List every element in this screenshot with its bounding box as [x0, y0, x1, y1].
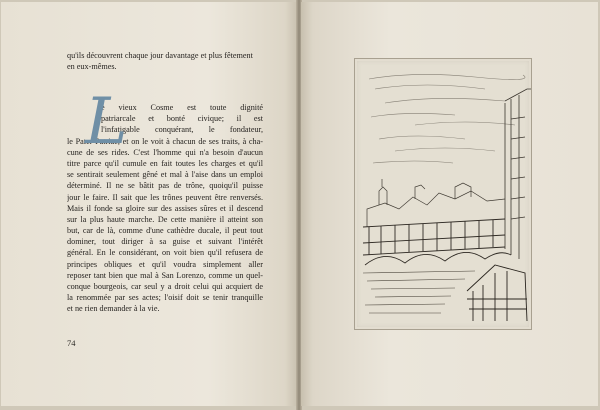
- text-line: déterminé. Il ne se bâtit pas de trône, quoiqu'il puisse: [67, 181, 263, 191]
- text-line: et ne rien demander à la vie.: [67, 304, 160, 314]
- etching-plate: [354, 58, 532, 330]
- etching-illustration: [355, 59, 531, 329]
- text-line: en eux-mêmes.: [67, 62, 117, 72]
- text-line: dominer, tout diriger à sa guise et suivant l'intérêt: [67, 237, 263, 247]
- text-line: e vieux Cosme est toute dignité: [101, 103, 263, 112]
- text-line: Mais il fonde sa gloire sur des assises sûres et il descend: [67, 203, 263, 213]
- left-page: [1, 2, 297, 406]
- text-line: cune de ses rides. C'est l'homme qui n'a besoin d'aucun: [67, 147, 263, 157]
- text-line: conque bourgeois, car seul y a droit celui qui acquiert de: [67, 282, 263, 291]
- text-line: but, car de là, comme d'une cathèdre ducale, il peut tout: [67, 226, 263, 236]
- text-line: qu'ils découvrent chaque jour davantage et plus fêtement: [67, 51, 253, 60]
- text-line: général. En le considérant, on voit bien qu'il refusera de: [67, 248, 263, 258]
- text-line: la renommée par ses actes; l'oisif doit se tenir tranquille: [67, 293, 263, 303]
- text-line: titre parce qu'il cumule en fait toutes les charges et qu'il: [67, 158, 263, 168]
- text-line: se sentirait seulement gêné et mal à l'aise dans un emploi: [67, 170, 263, 180]
- text-line: patriarcale et bonté civique; il est: [101, 114, 263, 124]
- drop-cap: L: [85, 85, 128, 159]
- text-line: principes obliques et qu'il voudra simplement aller: [67, 259, 263, 269]
- page-number: 74: [67, 338, 76, 348]
- text-line: reposer tant bien que mal à San Lorenzo, comme un quel-: [67, 270, 263, 280]
- continuation-text: [67, 50, 263, 72]
- text-line: l'infatigable conquérant, le fondateur,: [101, 125, 263, 135]
- text-line: jour le faire. Il sait que les trônes peuvent être renversés.: [67, 192, 263, 202]
- text-line: le Pater Patriae, et on le voit à chacun de ses traits, à cha-: [67, 136, 263, 146]
- text-line: sur la plus haute marche. De cette manière il atteint son: [67, 214, 263, 224]
